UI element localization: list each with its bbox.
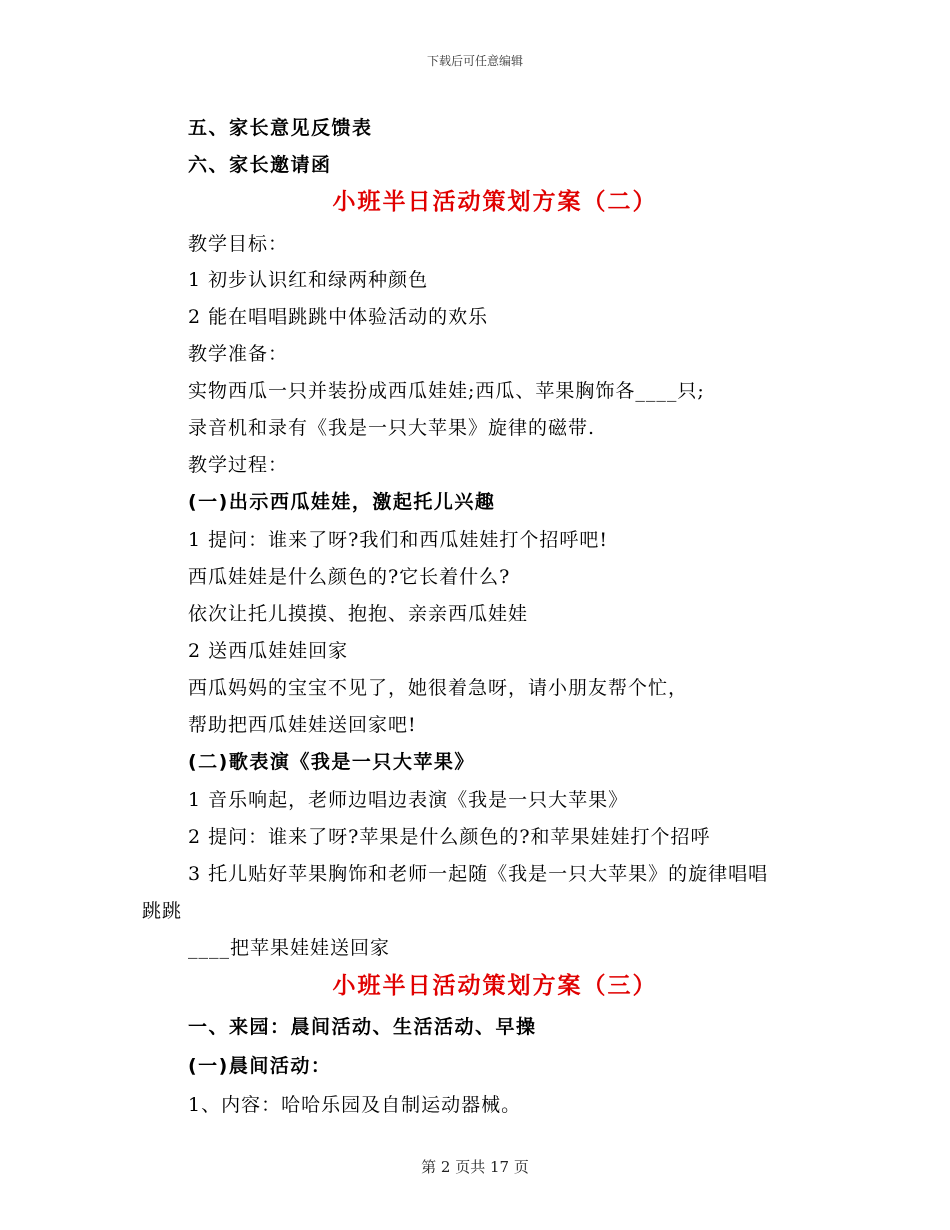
step1-line-b: 西瓜娃娃是什么颜色的?它长着什么? (188, 566, 511, 588)
plan3-part1-heading: 一、来园：晨间活动、生活活动、早操 (188, 1016, 537, 1038)
prep-item-1: 实物西瓜一只并装扮成西瓜娃娃;西瓜、苹果胸饰各____只; (188, 380, 705, 402)
step2-line-c2: 跳跳 (142, 900, 183, 922)
step2-heading: (二)歌表演《我是一只大苹果》 (188, 751, 475, 773)
step1-line-a: 1 提问：谁来了呀?我们和西瓜娃娃打个招呼吧! (188, 529, 608, 551)
step2-line-c1: 3 托儿贴好苹果胸饰和老师一起随《我是一只大苹果》的旋律唱唱 (188, 863, 769, 885)
goal-heading: 教学目标： (188, 233, 289, 255)
list-item-feedback-form: 五、家长意见反馈表 (188, 117, 373, 139)
step2-line-b: 2 提问：谁来了呀?苹果是什么颜色的?和苹果娃娃打个招呼 (188, 826, 711, 848)
step2-line-a: 1 音乐响起，老师边唱边表演《我是一只大苹果》 (188, 789, 629, 811)
plan3-sub1-item1: 1、内容：哈哈乐园及自制运动器械。 (188, 1094, 522, 1116)
plan3-sub1-heading: (一)晨间活动： (188, 1055, 332, 1077)
page-header-note: 下载后可任意编辑 (426, 54, 523, 68)
step1-line-f: 帮助把西瓜娃娃送回家吧! (188, 714, 417, 736)
step1-heading: (一)出示西瓜娃娃，激起托儿兴趣 (188, 491, 496, 513)
step2-line-d: ____把苹果娃娃送回家 (188, 937, 391, 959)
goal-item-1: 1 初步认识红和绿两种颜色 (188, 269, 429, 291)
list-item-invitation: 六、家长邀请函 (188, 154, 332, 176)
process-heading: 教学过程： (188, 454, 289, 476)
goal-item-2: 2 能在唱唱跳跳中体验活动的欢乐 (188, 306, 489, 328)
step1-line-d: 2 送西瓜娃娃回家 (188, 640, 349, 662)
step1-line-e: 西瓜妈妈的宝宝不见了，她很着急呀，请小朋友帮个忙， (188, 677, 689, 699)
page-footer-number: 第 2 页共 17 页 (421, 1158, 529, 1176)
plan2-title: 小班半日活动策划方案（二） (332, 189, 658, 215)
prep-heading: 教学准备： (188, 343, 289, 365)
prep-item-2: 录音机和录有《我是一只大苹果》旋律的磁带. (188, 417, 596, 439)
plan3-title: 小班半日活动策划方案（三） (332, 973, 658, 999)
step1-line-c: 依次让托儿摸摸、抱抱、亲亲西瓜娃娃 (188, 603, 529, 625)
